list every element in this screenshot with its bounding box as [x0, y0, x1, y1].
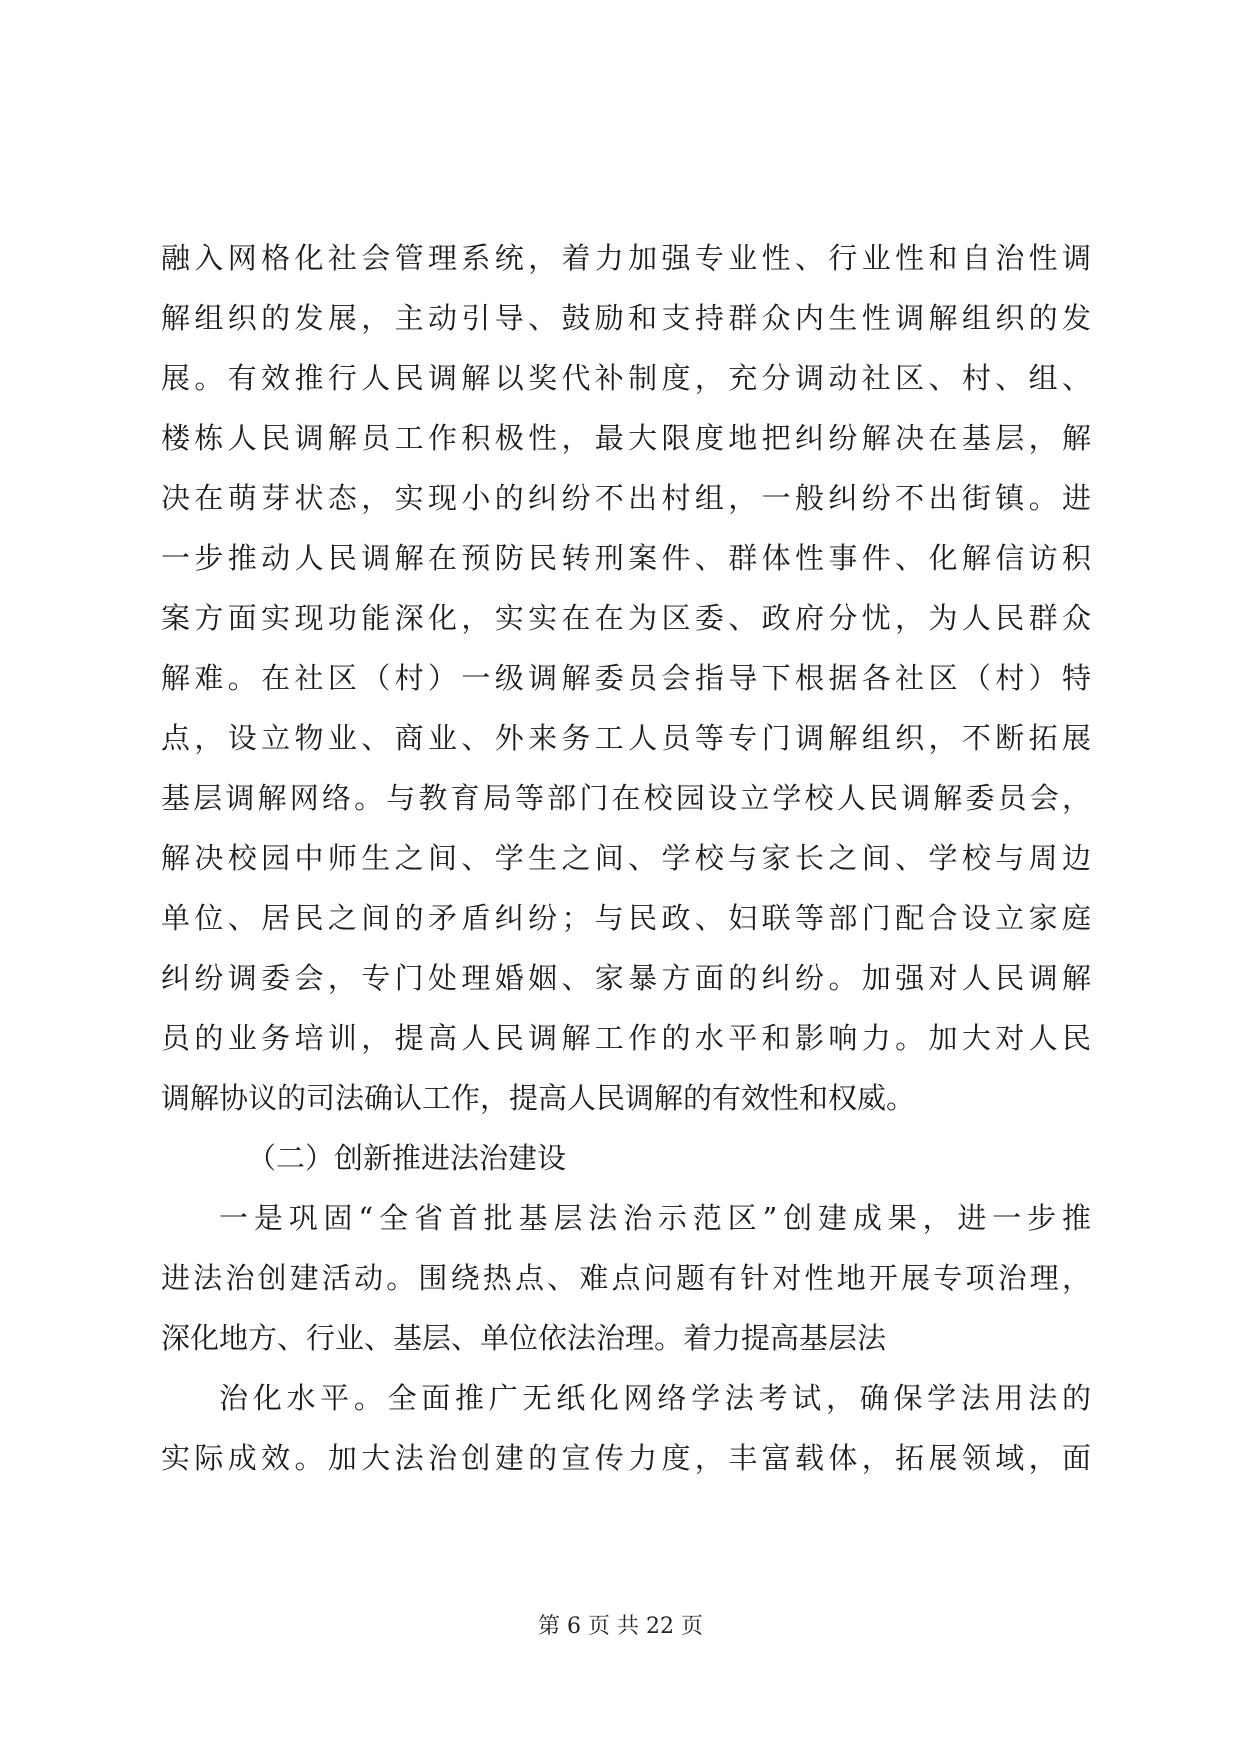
text-line: 一是巩固“全省首批基层法治示范区”创建成果，进一步推: [219, 1201, 1091, 1235]
text-line: 基层调解网络。与教育局等部门在校园设立学校人民调解委员会，: [161, 781, 1091, 815]
text-line: 进法治创建活动。围绕热点、难点问题有针对性地开展专项治理，: [161, 1261, 1091, 1295]
text-line: 展。有效推行人民调解以奖代补制度，充分调动社区、村、组、: [161, 361, 1091, 395]
text-line: 案方面实现功能深化，实实在在为区委、政府分忧，为人民群众: [161, 601, 1091, 635]
text-line: 楼栋人民调解员工作积极性，最大限度地把纠纷解决在基层，解: [161, 421, 1091, 455]
text-line: 解决校园中师生之间、学生之间、学校与家长之间、学校与周边: [161, 841, 1091, 875]
text-line: 员的业务培训，提高人民调解工作的水平和影响力。加大对人民: [161, 1021, 1091, 1055]
section-heading: （二）创新推进法治建设: [247, 1141, 567, 1175]
text-line: 调解协议的司法确认工作，提高人民调解的有效性和权威。: [161, 1081, 916, 1115]
text-line: 纠纷调委会，专门处理婚姻、家暴方面的纠纷。加强对人民调解: [161, 961, 1091, 995]
text-line: 决在萌芽状态，实现小的纠纷不出村组，一般纠纷不出街镇。进: [161, 481, 1091, 515]
text-line: 融入网格化社会管理系统，着力加强专业性、行业性和自治性调: [161, 241, 1091, 275]
text-line: 实际成效。加大法治创建的宣传力度，丰富载体，拓展领域，面: [161, 1441, 1091, 1475]
text-line: 解组织的发展，主动引导、鼓励和支持群众内生性调解组织的发: [161, 301, 1091, 335]
text-line: 点，设立物业、商业、外来务工人员等专门调解组织，不断拓展: [161, 721, 1091, 755]
body-text: [161, 228, 1091, 1488]
text-line: 解难。在社区（村）一级调解委员会指导下根据各社区（村）特: [161, 661, 1091, 695]
text-line: 深化地方、行业、基层、单位依法治理。着力提高基层法: [161, 1321, 887, 1355]
text-line: 治化水平。全面推广无纸化网络学法考试，确保学法用法的: [219, 1381, 1091, 1415]
page-number-footer: 第 6 页 共 22 页: [538, 1614, 703, 1639]
text-line: 一步推动人民调解在预防民转刑案件、群体性事件、化解信访积: [161, 541, 1091, 575]
text-line: 单位、居民之间的矛盾纠纷；与民政、妇联等部门配合设立家庭: [161, 901, 1091, 935]
